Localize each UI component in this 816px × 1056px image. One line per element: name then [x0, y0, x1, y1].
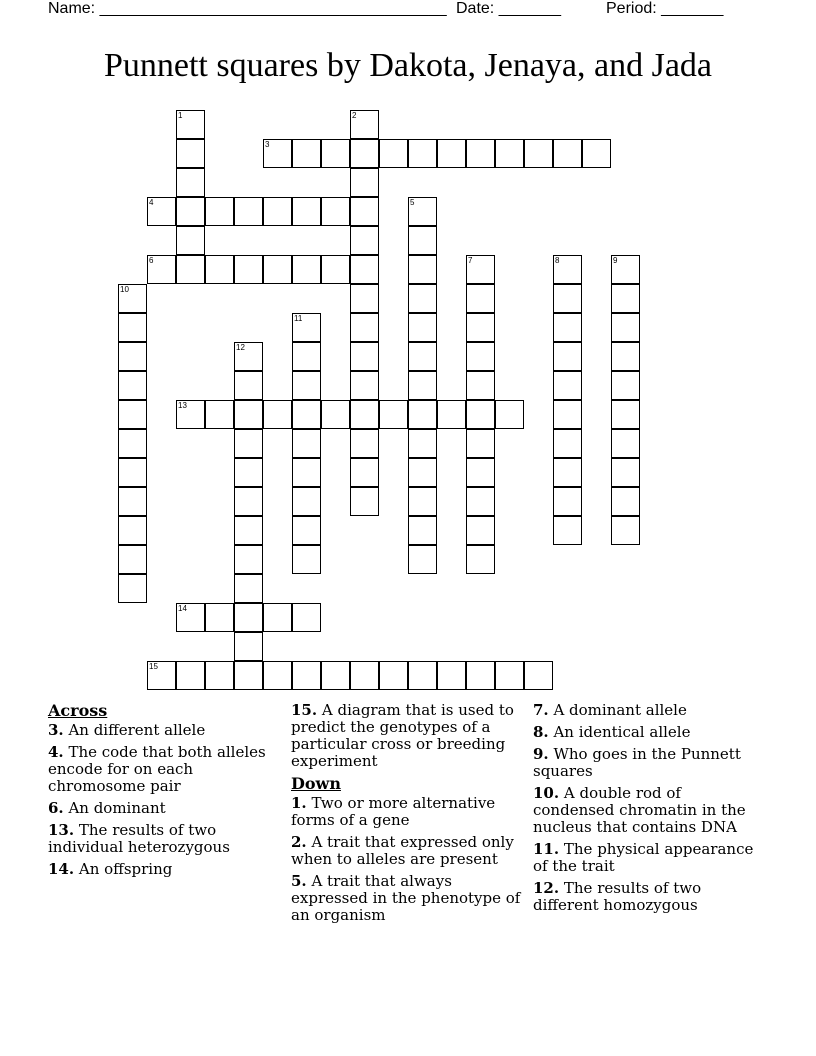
- crossword-cell[interactable]: [234, 661, 263, 690]
- clue-item-number: 6.: [48, 799, 64, 817]
- clue-item: [48, 822, 280, 856]
- crossword-cell[interactable]: [408, 284, 437, 313]
- puzzle-title: Punnett squares by Dakota, Jenaya, and Jada: [103, 47, 713, 84]
- clue-number-label: 10: [120, 285, 129, 294]
- crossword-cell[interactable]: [379, 400, 408, 429]
- crossword-cell[interactable]: [263, 139, 292, 168]
- clue-item-number: 5.: [291, 872, 307, 890]
- crossword-cell[interactable]: [234, 197, 263, 226]
- crossword-cell[interactable]: [234, 632, 263, 661]
- crossword-cell[interactable]: [408, 342, 437, 371]
- crossword-cell[interactable]: [234, 371, 263, 400]
- crossword-cell[interactable]: [234, 487, 263, 516]
- crossword-cell[interactable]: [263, 603, 292, 632]
- crossword-cell[interactable]: [263, 661, 292, 690]
- crossword-cell[interactable]: [553, 458, 582, 487]
- crossword-cell[interactable]: [466, 313, 495, 342]
- clue-item-number: 14.: [48, 860, 75, 878]
- crossword-cell[interactable]: [408, 487, 437, 516]
- clue-item-number: 7.: [533, 701, 549, 719]
- crossword-cell[interactable]: [292, 545, 321, 574]
- crossword-cell[interactable]: [379, 661, 408, 690]
- crossword-cell[interactable]: [466, 545, 495, 574]
- clue-item-number: 15.: [291, 701, 318, 719]
- crossword-cell[interactable]: [350, 400, 379, 429]
- crossword-cell[interactable]: [408, 661, 437, 690]
- crossword-cell[interactable]: [553, 429, 582, 458]
- crossword-cell[interactable]: [176, 168, 205, 197]
- crossword-cell[interactable]: [466, 661, 495, 690]
- crossword-cell[interactable]: [176, 197, 205, 226]
- clue-number-label: 4: [149, 198, 154, 207]
- crossword-cell[interactable]: [205, 661, 234, 690]
- crossword-cell[interactable]: [147, 255, 176, 284]
- crossword-cell[interactable]: [466, 487, 495, 516]
- crossword-cell[interactable]: [292, 342, 321, 371]
- crossword-cell[interactable]: [611, 284, 640, 313]
- crossword-cell[interactable]: [292, 400, 321, 429]
- crossword-cell[interactable]: [205, 197, 234, 226]
- crossword-cell[interactable]: [321, 255, 350, 284]
- crossword-cell[interactable]: [553, 371, 582, 400]
- crossword-cell[interactable]: [582, 139, 611, 168]
- crossword-cell[interactable]: [408, 429, 437, 458]
- crossword-cell[interactable]: [611, 458, 640, 487]
- crossword-cell[interactable]: [263, 255, 292, 284]
- clue-column-2: [291, 702, 523, 929]
- crossword-cell[interactable]: [118, 371, 147, 400]
- crossword-cell[interactable]: [466, 371, 495, 400]
- crossword-cell[interactable]: [350, 255, 379, 284]
- crossword-cell[interactable]: [553, 255, 582, 284]
- clue-item-number: 12.: [533, 879, 560, 897]
- down-heading: Down: [291, 774, 341, 793]
- clue-number-label: 11: [294, 314, 303, 323]
- clue-item: [533, 841, 765, 875]
- crossword-cell[interactable]: [234, 574, 263, 603]
- crossword-cell[interactable]: [176, 400, 205, 429]
- period-field-label: Period: _______: [606, 0, 724, 17]
- crossword-cell[interactable]: [408, 400, 437, 429]
- crossword-cell[interactable]: [350, 197, 379, 226]
- crossword-cell[interactable]: [611, 516, 640, 545]
- clue-item-text: A double rod of condensed chromatin in the nucleus that contains DNA: [533, 784, 746, 836]
- crossword-cell[interactable]: [408, 197, 437, 226]
- crossword-cell[interactable]: [292, 661, 321, 690]
- crossword-cell[interactable]: [466, 342, 495, 371]
- crossword-cell[interactable]: [350, 226, 379, 255]
- crossword-cell[interactable]: [176, 139, 205, 168]
- clue-item-text: A diagram that is used to predict the genotypes of a particular cross or breeding experiment: [291, 701, 514, 770]
- crossword-cell[interactable]: [118, 400, 147, 429]
- clue-number-label: 12: [236, 343, 245, 352]
- crossword-cell[interactable]: [379, 139, 408, 168]
- crossword-cell[interactable]: [118, 487, 147, 516]
- crossword-cell[interactable]: [611, 487, 640, 516]
- crossword-cell[interactable]: [553, 400, 582, 429]
- crossword-cell[interactable]: [292, 429, 321, 458]
- clue-item-text: An different allele: [63, 721, 206, 739]
- crossword-cell[interactable]: [350, 371, 379, 400]
- crossword-cell[interactable]: [466, 139, 495, 168]
- crossword-cell[interactable]: [350, 661, 379, 690]
- clue-item-text: Who goes in the Punnett squares: [533, 745, 741, 780]
- crossword-cell[interactable]: [611, 313, 640, 342]
- clue-item-number: 8.: [533, 723, 549, 741]
- crossword-cell[interactable]: [321, 400, 350, 429]
- crossword-cell[interactable]: [118, 545, 147, 574]
- crossword-cell[interactable]: [466, 400, 495, 429]
- crossword-cell[interactable]: [350, 458, 379, 487]
- crossword-cell[interactable]: [408, 139, 437, 168]
- clue-item: [533, 880, 765, 914]
- clue-item-text: A trait that expressed only when to alleles are present: [291, 833, 514, 868]
- crossword-cell[interactable]: [408, 226, 437, 255]
- clue-item: [48, 800, 280, 817]
- crossword-cell[interactable]: [553, 313, 582, 342]
- clue-column-1: [48, 702, 280, 883]
- clue-item-text: A dominant allele: [548, 701, 687, 719]
- crossword-cell[interactable]: [118, 313, 147, 342]
- crossword-cell[interactable]: [350, 110, 379, 139]
- crossword-cell[interactable]: [408, 516, 437, 545]
- crossword-cell[interactable]: [408, 458, 437, 487]
- clue-item-text: The code that both alleles encode for on each chromosome pair: [48, 743, 266, 795]
- crossword-cell[interactable]: [118, 342, 147, 371]
- crossword-cell[interactable]: [118, 458, 147, 487]
- crossword-cell[interactable]: [118, 429, 147, 458]
- crossword-cell[interactable]: [553, 342, 582, 371]
- clue-number-label: 3: [265, 140, 270, 149]
- clue-item-text: A trait that always expressed in the phenotype of an organism: [291, 872, 521, 924]
- clue-item-number: 9.: [533, 745, 549, 763]
- crossword-cell[interactable]: [234, 545, 263, 574]
- clue-item: [48, 744, 280, 795]
- clue-item-text: An dominant: [63, 799, 166, 817]
- crossword-cell[interactable]: [118, 516, 147, 545]
- crossword-cell[interactable]: [176, 661, 205, 690]
- name-field-label: Name: _______________________________________: [48, 0, 447, 17]
- crossword-cell[interactable]: [553, 487, 582, 516]
- crossword-cell[interactable]: [292, 516, 321, 545]
- crossword-cell[interactable]: [118, 574, 147, 603]
- crossword-cell[interactable]: [234, 400, 263, 429]
- crossword-cell[interactable]: [553, 516, 582, 545]
- clue-item-number: 3.: [48, 721, 64, 739]
- crossword-cell[interactable]: [176, 226, 205, 255]
- clue-item: [291, 834, 523, 868]
- crossword-cell[interactable]: [495, 400, 524, 429]
- crossword-cell[interactable]: [292, 458, 321, 487]
- clue-item-number: 4.: [48, 743, 64, 761]
- clue-item-number: 11.: [533, 840, 560, 858]
- clue-number-label: 1: [178, 111, 183, 120]
- crossword-cell[interactable]: [234, 603, 263, 632]
- clue-item: [291, 702, 523, 770]
- crossword-cell[interactable]: [234, 342, 263, 371]
- crossword-cell[interactable]: [408, 371, 437, 400]
- crossword-cell[interactable]: [611, 255, 640, 284]
- crossword-cell[interactable]: [205, 255, 234, 284]
- crossword-cell[interactable]: [292, 197, 321, 226]
- crossword-cell[interactable]: [205, 400, 234, 429]
- crossword-cell[interactable]: [176, 255, 205, 284]
- crossword-cell[interactable]: [437, 661, 466, 690]
- clue-item-text: The physical appearance of the trait: [533, 840, 754, 875]
- crossword-cell[interactable]: [292, 371, 321, 400]
- clue-number-label: 6: [149, 256, 154, 265]
- crossword-cell[interactable]: [176, 603, 205, 632]
- crossword-cell[interactable]: [234, 429, 263, 458]
- clue-number-label: 14: [178, 604, 187, 613]
- crossword-cell[interactable]: [611, 400, 640, 429]
- clue-number-label: 8: [555, 256, 560, 265]
- clue-item-text: An offspring: [74, 860, 173, 878]
- clue-item: [533, 746, 765, 780]
- crossword-cell[interactable]: [466, 284, 495, 313]
- clue-number-label: 13: [178, 401, 187, 410]
- clue-item-text: The results of two individual heterozygous: [48, 821, 230, 856]
- clue-item: [291, 795, 523, 829]
- crossword-cell[interactable]: [234, 516, 263, 545]
- clue-item-number: 2.: [291, 833, 307, 851]
- crossword-cell[interactable]: [408, 255, 437, 284]
- crossword-cell[interactable]: [147, 661, 176, 690]
- crossword-cell[interactable]: [553, 284, 582, 313]
- crossword-cell[interactable]: [321, 197, 350, 226]
- clue-item: [48, 722, 280, 739]
- clue-number-label: 9: [613, 256, 618, 265]
- clue-item-text: Two or more alternative forms of a gene: [291, 794, 496, 829]
- clue-number-label: 7: [468, 256, 473, 265]
- crossword-cell[interactable]: [437, 400, 466, 429]
- crossword-cell[interactable]: [466, 255, 495, 284]
- crossword-cell[interactable]: [350, 342, 379, 371]
- crossword-cell[interactable]: [611, 371, 640, 400]
- crossword-cell[interactable]: [118, 284, 147, 313]
- clue-number-label: 2: [352, 111, 357, 120]
- crossword-cell[interactable]: [437, 139, 466, 168]
- clue-number-label: 15: [149, 662, 158, 671]
- date-field-label: Date: _______: [456, 0, 561, 17]
- crossword-cell[interactable]: [147, 197, 176, 226]
- crossword-cell[interactable]: [350, 168, 379, 197]
- crossword-cell[interactable]: [350, 429, 379, 458]
- clue-item: [48, 861, 280, 878]
- crossword-cell[interactable]: [350, 313, 379, 342]
- crossword-cell[interactable]: [292, 139, 321, 168]
- crossword-cell[interactable]: [292, 255, 321, 284]
- crossword-cell[interactable]: [176, 110, 205, 139]
- clue-item-text: An identical allele: [548, 723, 691, 741]
- crossword-cell[interactable]: [350, 487, 379, 516]
- crossword-cell[interactable]: [350, 139, 379, 168]
- crossword-cell[interactable]: [466, 516, 495, 545]
- crossword-cell[interactable]: [292, 603, 321, 632]
- across-heading: Across: [48, 701, 108, 720]
- crossword-cell[interactable]: [495, 139, 524, 168]
- crossword-cell[interactable]: [524, 661, 553, 690]
- crossword-cell[interactable]: [292, 313, 321, 342]
- crossword-cell[interactable]: [263, 197, 292, 226]
- crossword-cell[interactable]: [350, 284, 379, 313]
- crossword-cell[interactable]: [408, 313, 437, 342]
- clue-number-label: 5: [410, 198, 415, 207]
- clue-item: [533, 785, 765, 836]
- crossword-cell[interactable]: [611, 342, 640, 371]
- crossword-cell[interactable]: [524, 139, 553, 168]
- crossword-cell[interactable]: [263, 400, 292, 429]
- crossword-cell[interactable]: [611, 429, 640, 458]
- crossword-cell[interactable]: [234, 458, 263, 487]
- clue-item-number: 13.: [48, 821, 75, 839]
- clue-item-text: The results of two different homozygous: [533, 879, 702, 914]
- crossword-cell[interactable]: [321, 661, 350, 690]
- crossword-cell[interactable]: [466, 458, 495, 487]
- crossword-cell[interactable]: [408, 545, 437, 574]
- crossword-cell[interactable]: [234, 255, 263, 284]
- crossword-cell[interactable]: [495, 661, 524, 690]
- clue-item-number: 10.: [533, 784, 560, 802]
- clue-column-3: [533, 702, 765, 919]
- clue-item: [291, 873, 523, 924]
- clue-item: [533, 702, 765, 719]
- clue-item-number: 1.: [291, 794, 307, 812]
- crossword-cell[interactable]: [292, 487, 321, 516]
- crossword-cell[interactable]: [466, 429, 495, 458]
- crossword-cell[interactable]: [205, 603, 234, 632]
- crossword-cell[interactable]: [321, 139, 350, 168]
- crossword-cell[interactable]: [553, 139, 582, 168]
- clue-item: [533, 724, 765, 741]
